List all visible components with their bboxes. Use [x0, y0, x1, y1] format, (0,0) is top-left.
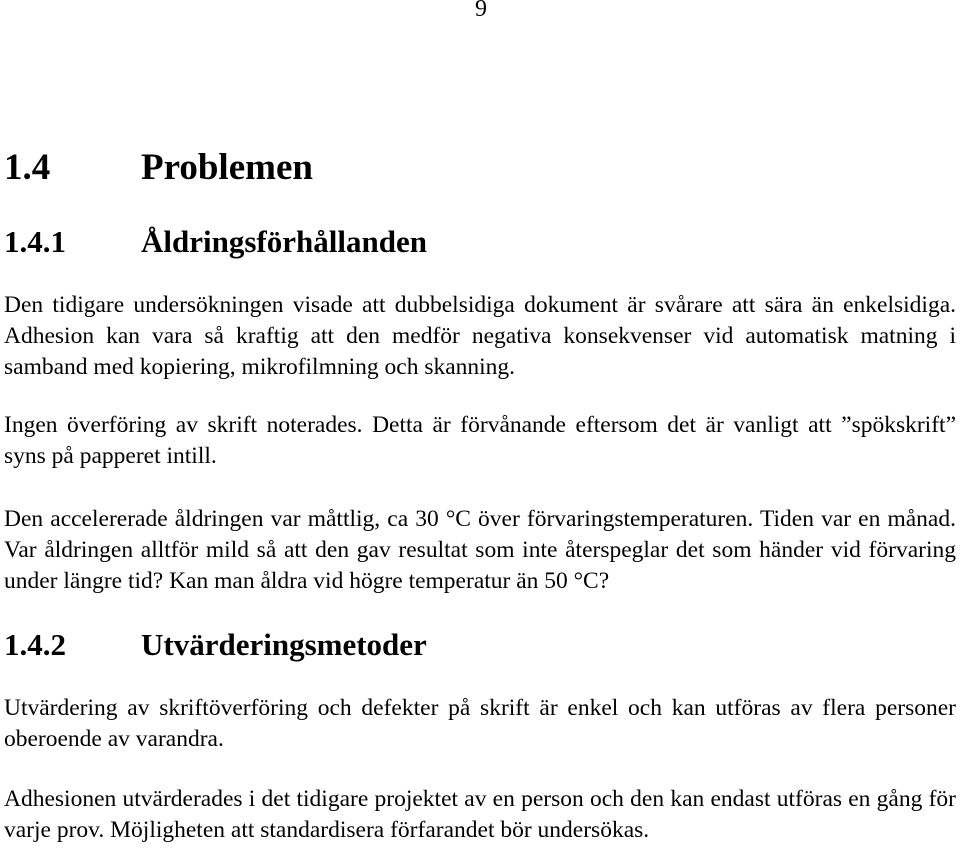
paragraph: Ingen överföring av skrift noterades. Detta är förvånande eftersom det är vanligt att ”spökskrift” syns på papperet intill.: [4, 412, 956, 469]
paragraph: Den accelererade åldringen var måttlig, ca 30 °C över förvaringstemperaturen. Tiden var en månad. Var åldringen alltför mild så att den gav resultat som inte återspeglar det som händer vid förvaring under längre tid? Kan man åldra vid högre temperatur än 50 °C?: [4, 506, 956, 594]
paragraph: Adhesionen utvärderades i det tidigare projektet av en person och den kan endast utföras en gång för varje prov. Möjligheten att standardisera förfarandet bör undersökas.: [4, 786, 956, 843]
section-number: 1.4: [4, 147, 51, 188]
subsection-title: Åldringsförhållanden: [141, 224, 427, 259]
subsection-number: 1.4.2: [4, 627, 66, 662]
paragraph: Den tidigare undersökningen visade att dubbelsidiga dokument är svårare att sära än enkelsidiga. Adhesion kan vara så kraftig att den medför negativa konsekvenser vid automatisk matning i samband med kopiering, mikrofilmning och skanning.: [4, 292, 956, 380]
subsection-number: 1.4.1: [4, 224, 66, 259]
page-number: 9: [475, 0, 487, 22]
section-title: Problemen: [141, 147, 313, 188]
paragraph: Utvärdering av skriftöverföring och defekter på skrift är enkel och kan utföras av flera personer oberoende av varandra.: [4, 695, 956, 752]
subsection-title: Utvärderingsmetoder: [141, 627, 427, 662]
